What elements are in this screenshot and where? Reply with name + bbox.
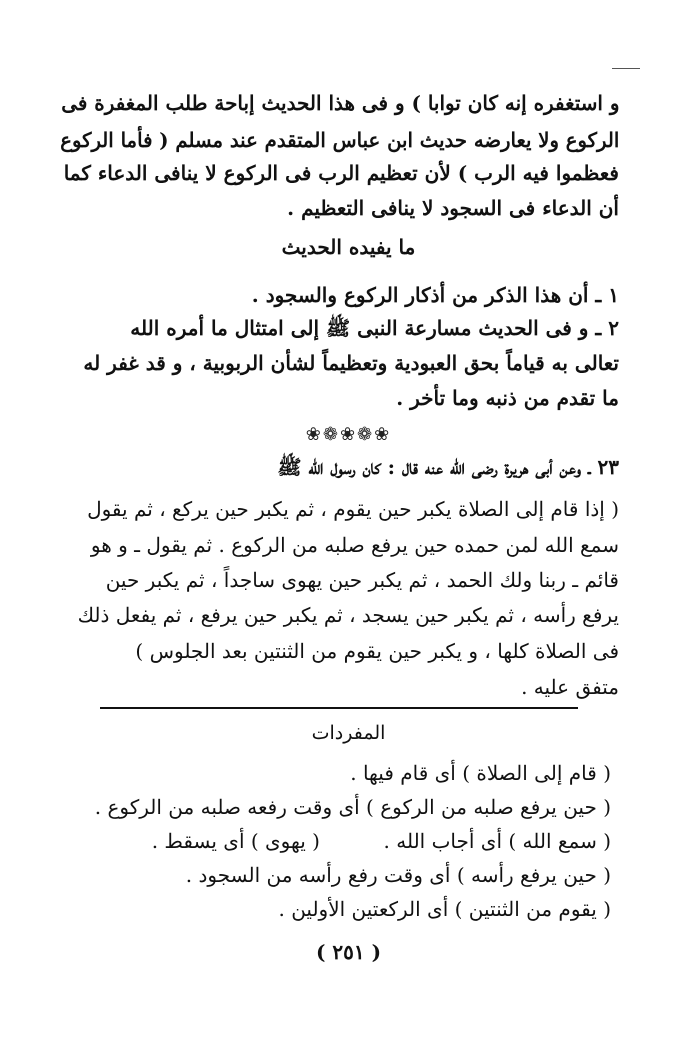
hadith-line: سمع الله لمن حمده حين يرفع صلبه من الركوع . ثم يقول ـ و هو (90, 533, 619, 557)
vocabulary-line: ( قام إلى الصلاة ) أى قام فيها . (350, 761, 611, 785)
benefit-line: ما تقدم من ذنبه وما تأخر . (396, 386, 619, 410)
vocabulary-line: ( يقوم من الثنتين ) أى الركعتين الأولين . (278, 897, 611, 921)
vocabulary-heading: المفردات (311, 722, 386, 744)
page-number: ( ٢٥١ ) (315, 940, 382, 964)
hadith-line: ٢٣ ـ وعن أبى هريرة رضى الله عنه قال : كان رسول الله ﷺ (277, 455, 619, 479)
hadith-line: متفق عليه . (521, 675, 619, 699)
paragraph-line: الركوع ولا يعارضه حديث ابن عباس المتقدم عند مسلم ( فأما الركوع (59, 128, 619, 152)
decorative-ornament: ❀❁❀❁❀ (305, 424, 392, 445)
hadith-line: قائم ـ ربنا ولك الحمد ، ثم يكبر حين يهوى ساجداً ، ثم يكبر حين (105, 568, 619, 592)
paragraph-line: فعظموا فيه الرب ) لأن تعظيم الرب فى الركوع لا ينافى الدعاء كما (63, 161, 619, 185)
benefit-line: ١ ـ أن هذا الذكر من أذكار الركوع والسجود . (251, 283, 619, 307)
hadith-line: يرفع رأسه ، ثم يكبر حين يسجد ، ثم يكبر حين يرفع ، ثم يفعل ذلك (77, 603, 619, 627)
vocabulary-line: ( سمع الله ) أى أجاب الله . ( يهوى ) أى يسقط . (151, 829, 611, 853)
section-divider (100, 707, 578, 709)
vocabulary-line: ( حين يرفع صلبه من الركوع ) أى وقت رفعه صلبه من الركوع . (94, 795, 611, 819)
vocabulary-line: ( حين يرفع رأسه ) أى وقت رفع رأسه من السجود . (185, 863, 611, 887)
hadith-line: ( إذا قام إلى الصلاة يكبر حين يقوم ، ثم يكبر حين يركع ، ثم يقول (87, 497, 619, 521)
paragraph-line: أن الدعاء فى السجود لا ينافى التعظيم . (287, 196, 619, 220)
benefit-line: تعالى به قياماً بحق العبودية وتعظيماً لشأن الربوبية ، و قد غفر له (83, 351, 619, 375)
paragraph-line: و استغفره إنه كان توابا ) و فى هذا الحديث إباحة طلب المغفرة فى (60, 91, 619, 115)
benefits-heading: ما يفيده الحديث (281, 235, 416, 259)
hadith-line: فى الصلاة كلها ، و يكبر حين يقوم من الثنتين بعد الجلوس ) (135, 639, 619, 663)
corner-dash-mark (612, 68, 640, 69)
benefit-line: ٢ ـ و فى الحديث مسارعة النبى ﷺ إلى امتثال ما أمره الله (130, 316, 619, 340)
